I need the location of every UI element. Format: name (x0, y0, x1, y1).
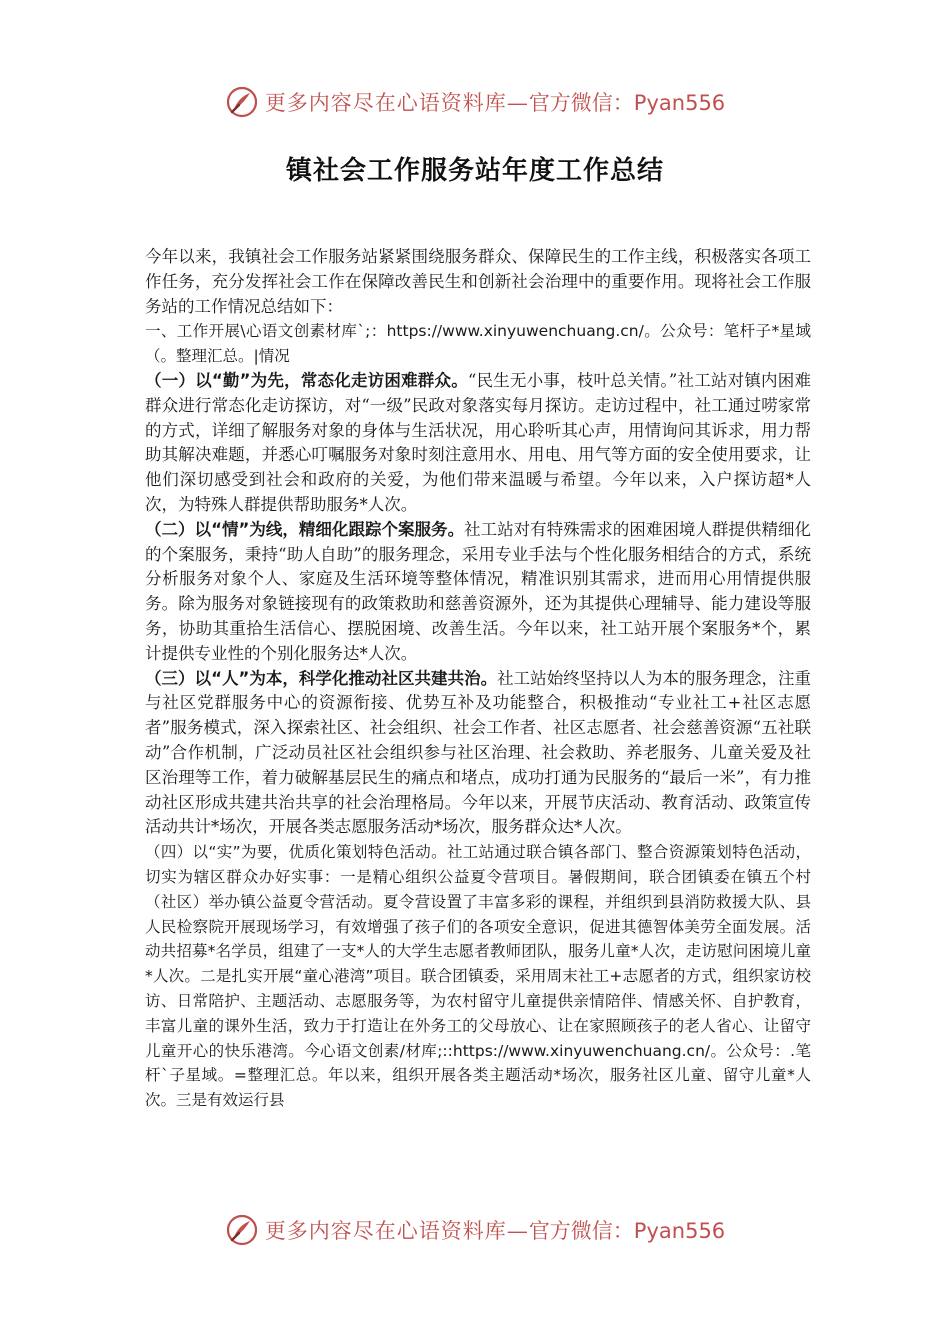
paragraph-four-body: 社工站通过联合镇各部门、整合资源策划特色活动，切实为辖区群众办好实事：一是精心组织公益夏令营项目。暑假期间，联合团镇委在镇五个村（社区）举办镇公益夏令营活动。夏令营设置了丰富多彩的课程，并组织到县消防救援大队、县人民检察院开展现场学习，有效增强了孩子们的各项安全意识，促进其德智体美劳全面发展。活动共招募*名学员，组建了一支*人的大学生志愿者教师团队，服务儿童*人次，走访慰问困境儿童*人次。二是扎实开展“童心港湾”项目。联合团镇委，采用周末社工+志愿者的方式，组织家访校访、日常陪护、主题活动、志愿服务等，为农村留守儿童提供亲情陪伴、情感关怀、自护教育，丰富儿童的课外生活，致力于打造让在外务工的父母放心、让在家照顾孩子的老人省心、让留守儿童开心的快乐港湾。今心语文创素/材库;::https://www.xinyuwenchuang.cn/。公众号：.笔杆`子星域。=整理汇总。年以来，组织开展各类主题活动*场次，服务社区儿童、留守儿童*人次。三是有效运行县 (145, 843, 811, 1110)
paragraph-four-lead: （四）以“实”为要，优质化策划特色活动。 (145, 843, 447, 862)
paragraph-two (145, 518, 811, 667)
brand-logo-icon (225, 1213, 259, 1247)
header-banner (0, 80, 950, 124)
paragraph-one-lead: （一）以“勤”为先，常态化走访困难群众。 (145, 370, 468, 390)
section-heading: 一、工作开展\心语文创素材库`;：https://www.xinyuwenchuang.cn/。公众号：笔杆子*星域（。整理汇总。|情况 (145, 322, 811, 366)
document-body (145, 245, 811, 1113)
footer-banner (0, 1208, 950, 1252)
paragraph-three-body: 社工站始终坚持以人为本的服务理念，注重与社区党群服务中心的资源衔接、优势互补及功能整合，积极推动“专业社工+社区志愿者”服务模式，深入探索社区、社会组织、社会工作者、社区志愿者、社会慈善资源“五社联动”合作机制，广泛动员社区社会组织参与社区治理、社会救助、养老服务、儿童关爱及社区治理等工作，着力破解基层民生的痛点和堵点，成功打通为民服务的“最后一米”，有力推动社区形成共建共治共享的社会治理格局。今年以来，开展节庆活动、教育活动、政策宣传活动共计*场次，开展各类志愿服务活动*场次，服务群众达*人次。 (145, 668, 811, 837)
paragraph-one (145, 369, 811, 518)
paragraph-one-body: “民生无小事，枝叶总关情。”社工站对镇内困难群众进行常态化走访探访，对“一级”民政对象落实每月探访。走访过程中，社工通过唠家常的方式，详细了解服务对象的身体与生活状况，用心聆听其心声，用情询问其诉求，用力帮助其解决难题，并悉心叮嘱服务对象时刻注意用水、用电、用气等方面的安全使用要求，让他们深切感受到社会和政府的关爱，为他们带来温暖与希望。今年以来，入户探访超*人次，为特殊人群提供帮助服务*人次。 (145, 370, 811, 514)
paragraph-three-lead: （三）以“人”为本，科学化推动社区共建共治。 (145, 668, 498, 688)
banner-text: 更多内容尽在心语资料库—官方微信：Pyan556 (264, 1219, 726, 1243)
paragraph-three (145, 667, 811, 841)
paragraph-two-body: 社工站对有特殊需求的困难困境人群提供精细化的个案服务，秉持“助人自助”的服务理念，采用专业手法与个性化服务相结合的方式，系统分析服务对象个人、家庭及生活环境等整体情况，精准识别其需求，进而用心用情提供服务。除为服务对象链接现有的政策救助和慈善资源外，还为其提供心理辅导、能力建设等服务，协助其重拾生活信心、摆脱困境、改善生活。今年以来，社工站开展个案服务*个，累计提供专业性的个别化服务达*人次。 (145, 519, 811, 663)
paragraph-two-lead: （二）以“情”为线，精细化跟踪个案服务。 (145, 519, 465, 539)
intro-paragraph: 今年以来，我镇社会工作服务站紧紧围绕服务群众、保障民生的工作主线，积极落实各项工作任务，充分发挥社会工作在保障改善民生和创新社会治理中的重要作用。现将社会工作服务站的工作情况总结如下： (145, 247, 811, 316)
paragraph-four (145, 840, 811, 1113)
banner-text: 更多内容尽在心语资料库—官方微信：Pyan556 (264, 91, 726, 115)
brand-logo-icon (225, 85, 259, 119)
document-title: 镇社会工作服务站年度工作总结 (285, 156, 664, 186)
